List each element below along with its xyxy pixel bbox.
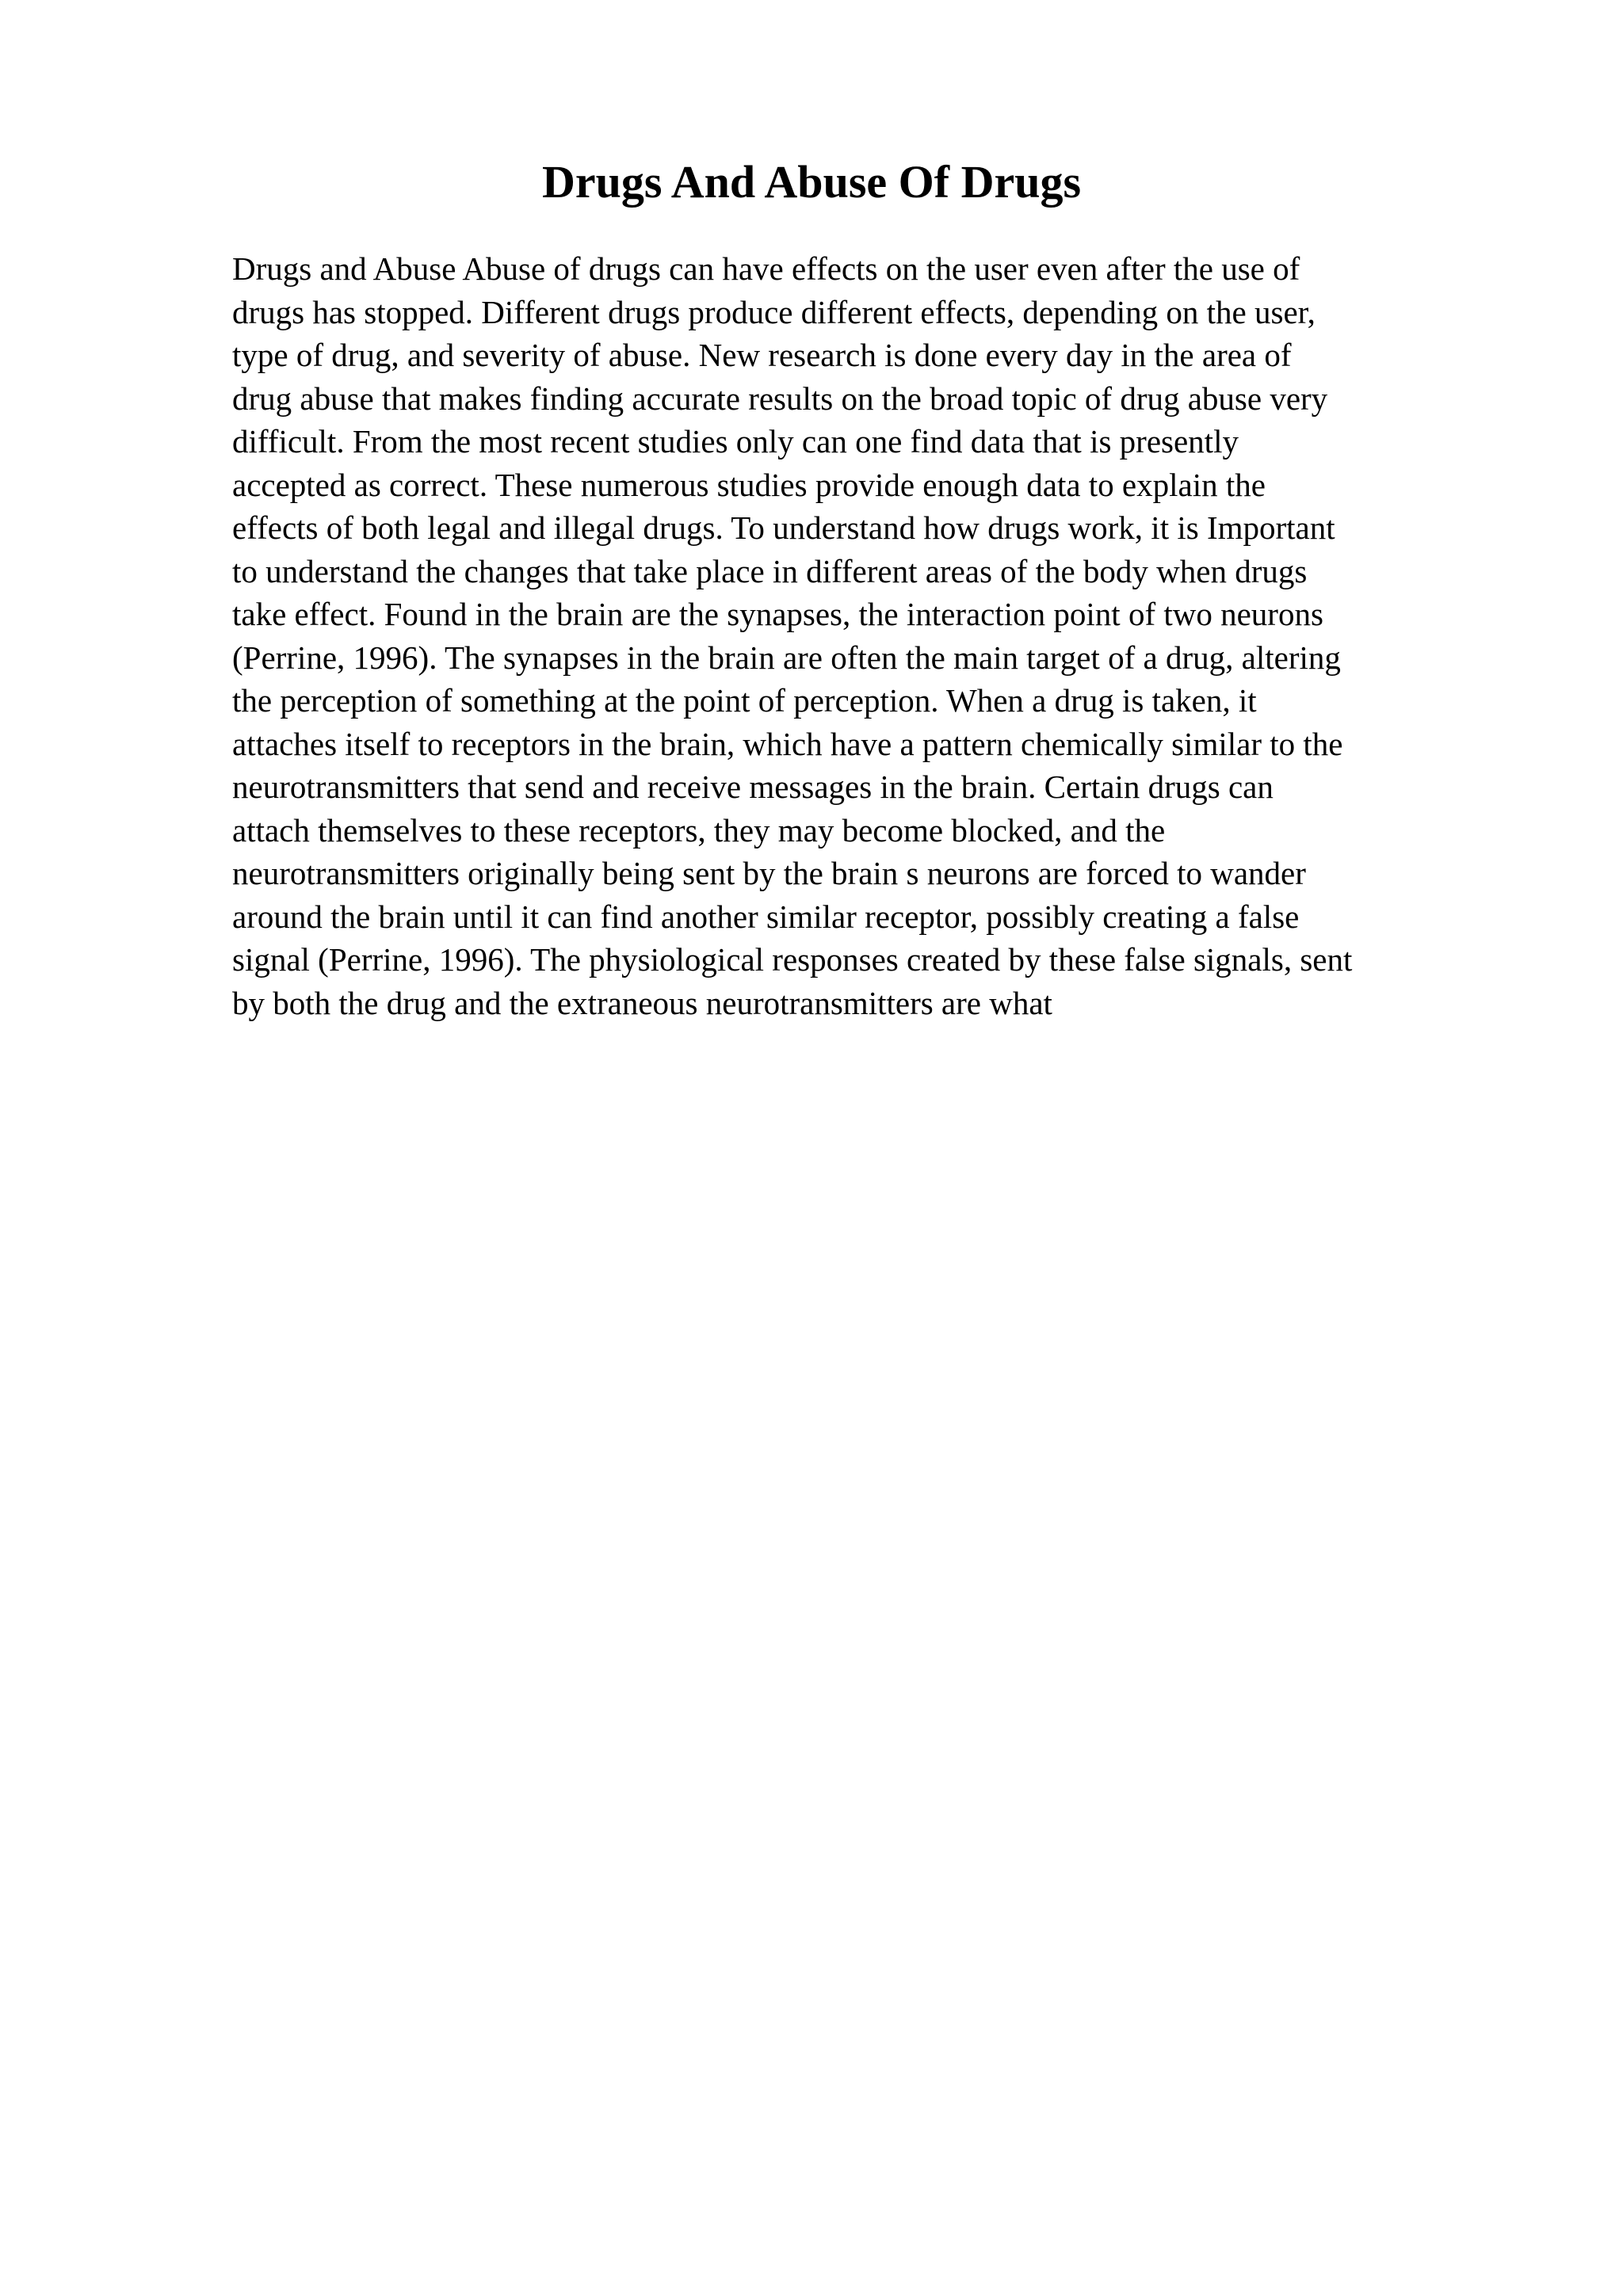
body-line: difficult. From the most recent studies only can one find data that is presently xyxy=(232,423,1239,460)
body-line: around the brain until it can find another similar receptor, possibly creating a false xyxy=(232,898,1300,935)
body-line: take effect. Found in the brain are the synapses, the interaction point of two neurons xyxy=(232,596,1323,632)
document-title: Drugs And Abuse Of Drugs xyxy=(541,156,1082,208)
body-line: Drugs and Abuse Abuse of drugs can have effects on the user even after the use of xyxy=(232,250,1300,287)
body-line: effects of both legal and illegal drugs. To understand how drugs work, it is Important xyxy=(232,509,1335,546)
body-line: attaches itself to receptors in the brain, which have a pattern chemically similar to the xyxy=(232,725,1343,762)
body-line: to understand the changes that take place in different areas of the body when drugs xyxy=(232,552,1308,589)
body-line: drugs has stopped. Different drugs produce different effects, depending on the user, xyxy=(232,293,1316,330)
body-line: type of drug, and severity of abuse. New research is done every day in the area of xyxy=(232,337,1292,373)
body-line: attach themselves to these receptors, they may become blocked, and the xyxy=(232,811,1166,849)
body-line: signal (Perrine, 1996). The physiological responses created by these false signals, sent xyxy=(232,941,1353,978)
document-body xyxy=(232,247,1532,1024)
body-line: drug abuse that makes finding accurate results on the broad topic of drug abuse very xyxy=(232,379,1328,417)
body-line: neurotransmitters originally being sent by the brain s neurons are forced to wander xyxy=(232,855,1306,891)
body-line: by both the drug and the extraneous neurotransmitters are what xyxy=(232,984,1052,1021)
body-line: neurotransmitters that send and receive messages in the brain. Certain drugs can xyxy=(232,769,1274,805)
body-line: the perception of something at the point of perception. When a drug is taken, it xyxy=(232,682,1257,719)
body-line: (Perrine, 1996). The synapses in the brain are often the main target of a drug, altering xyxy=(232,639,1341,676)
body-line: accepted as correct. These numerous studies provide enough data to explain the xyxy=(232,466,1266,503)
